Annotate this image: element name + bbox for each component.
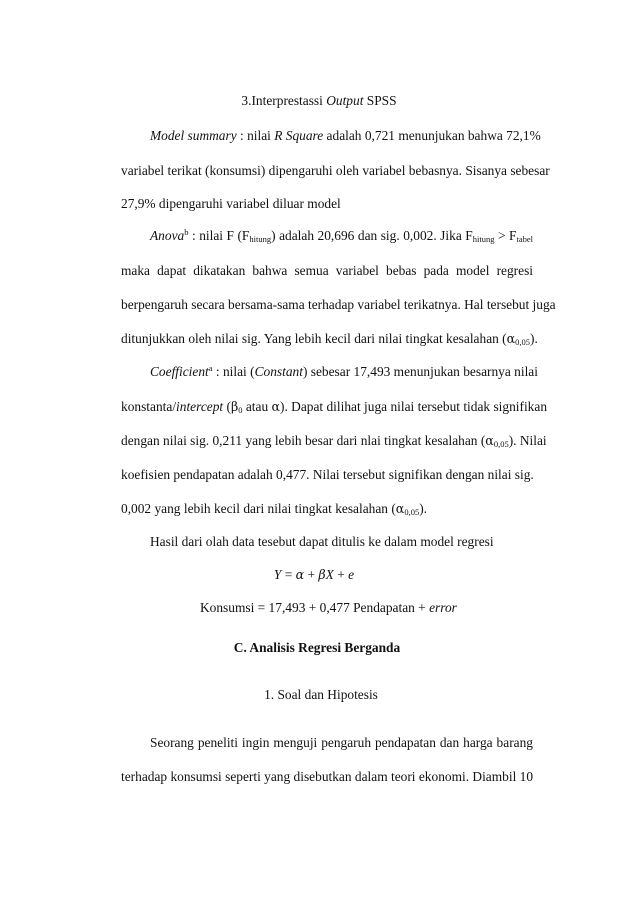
var-e: e [348, 567, 355, 582]
section-title-suffix: SPSS [363, 93, 397, 108]
superscript: b [184, 227, 189, 237]
equals: = [281, 567, 296, 582]
term-r-square: R Square [274, 128, 324, 143]
paragraph-coefficient-line-2 [121, 399, 548, 415]
regression-model-line [200, 600, 500, 616]
plus: + [304, 567, 319, 582]
var-x: X [325, 567, 334, 582]
heading-analisis-regresi-berganda: C. Analisis Regresi Berganda [233, 640, 401, 655]
subscript: hitung [249, 234, 272, 244]
paragraph-model-summary-line-3: 27,9% dipengaruhi variabel diluar model [121, 196, 341, 211]
text: > F [494, 228, 517, 243]
paragraph-model-summary-line-2: variabel terikat (konsumsi) dipengaruhi oleh variabel bebasnya. Sisanya sebesar [121, 163, 550, 178]
text: konstanta/ [121, 399, 177, 414]
text: ). Nilai [508, 433, 547, 448]
superscript: a [208, 363, 213, 373]
term-error: error [429, 600, 457, 615]
text: ) sebesar 17,493 menunjukan besarnya nilai [302, 364, 538, 379]
text: ) adalah 20,696 dan sig. 0,002. Jika F [271, 228, 473, 243]
alpha-symbol: α [395, 501, 405, 516]
paragraph-researcher-line-1: Seorang peneliti ingin menguji pengaruh pendapatan dan harga barang [150, 735, 533, 750]
paragraph-researcher-line-2: terhadap konsumsi seperti yang disebutkan dalam teori ekonomi. Diambil 10 [121, 769, 534, 784]
text: : nilai [236, 128, 275, 143]
text: Konsumsi = 17,493 + 0,477 Pendapatan + [200, 600, 430, 615]
paragraph-coefficient-line-1 [150, 363, 538, 380]
subscript: 0 [238, 405, 243, 415]
subscript: 0,05 [493, 439, 509, 449]
paragraph-result-intro: Hasil dari olah data tesebut dapat ditulis ke dalam model regresi [150, 534, 494, 549]
term-constant: Constant [254, 364, 303, 379]
var-y: Y [273, 567, 282, 582]
term-model-summary: Model summary [150, 128, 237, 143]
beta-symbol: β [230, 399, 239, 414]
text: adalah 0,721 menunjukan bahwa 72,1% [323, 128, 541, 143]
term-anova: Anova [150, 228, 185, 243]
section-title-text: Interprestassi [251, 93, 327, 108]
paragraph-model-summary-line-1 [150, 128, 541, 144]
plus: + [333, 567, 349, 582]
term-coefficient: Coefficient [150, 364, 209, 379]
text: ditunjukkan oleh nilai sig. Yang lebih kecil dari nilai tingkat kesalahan ( [121, 331, 507, 346]
paragraph-anova-line-2: maka dapat dikatakan bahwa semua variabel bebas pada model regresi [121, 263, 533, 278]
alpha-symbol: α [485, 433, 494, 448]
subscript: tabel [516, 234, 534, 244]
section-number: 3. [241, 93, 252, 108]
paragraph-coefficient-line-5 [121, 501, 533, 517]
term-intercept: intercept [176, 399, 224, 414]
paragraph-coefficient-line-4: koefisien pendapatan adalah 0,477. Nilai tersebut signifikan dengan nilai sig. [121, 467, 534, 482]
paragraph-anova-line-3: berpengaruh secara bersama-sama terhadap variabel terikatnya. Hal tersebut juga [121, 297, 556, 312]
text: : nilai F (F [188, 228, 250, 243]
text: ). [419, 501, 427, 516]
text: ). [530, 331, 538, 346]
beta-symbol: β [318, 567, 326, 582]
text: ). Dapat dilihat juga nilai tersebut tidak signifikan [280, 399, 548, 414]
alpha-symbol: α [506, 331, 516, 346]
paragraph-coefficient-line-3 [121, 433, 547, 449]
text: 0,002 yang lebih kecil dari nilai tingkat kesalahan ( [121, 501, 396, 516]
text: ( [223, 399, 231, 414]
alpha-symbol: α [295, 567, 305, 582]
text: dengan nilai sig. 0,211 yang lebih besar dari nlai tingkat kesalahan ( [121, 433, 486, 448]
text: : nilai ( [212, 364, 255, 379]
section-title [0, 93, 638, 109]
subheading-soal-dan-hipotesis: 1. Soal dan Hipotesis [264, 687, 378, 702]
regression-equation [0, 567, 633, 583]
subscript: hitung [472, 234, 495, 244]
subscript: 0,05 [515, 337, 531, 347]
alpha-symbol: α [271, 399, 281, 414]
section-title-italic: Output [326, 93, 364, 108]
paragraph-anova-line-4 [121, 331, 538, 347]
paragraph-anova-line-1 [150, 228, 533, 244]
subscript: 0,05 [404, 507, 420, 517]
text: atau [242, 399, 272, 414]
